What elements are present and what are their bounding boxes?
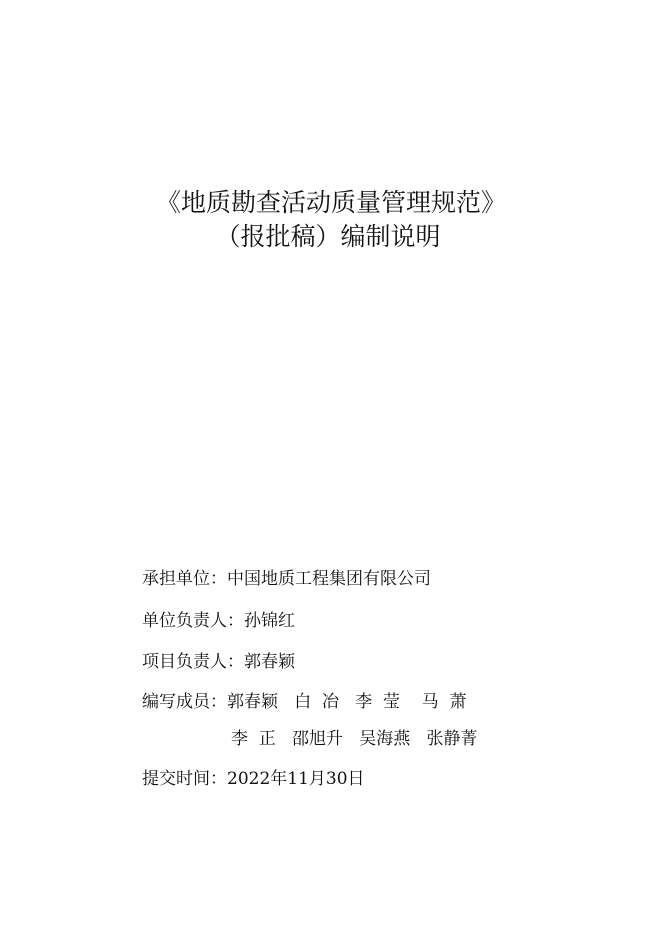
date-label: 提交时间： [142,769,227,789]
project-head-label: 项目负责人： [142,652,244,672]
date-value: 2022年11月30日 [227,769,365,789]
unit-value: 中国地质工程集团有限公司 [227,569,431,589]
members-row [142,691,466,713]
unit-row [142,568,431,590]
members-row-2 [231,728,477,750]
unit-label: 承担单位： [142,569,227,589]
title-line-2: （报批稿）编制说明 [215,222,441,251]
document-title [0,186,662,254]
unit-head-value: 孙锦红 [244,611,295,631]
members-label: 编写成员： [142,692,227,712]
members-line-2: 李 正 邵旭升 吴海燕 张静菁 [231,729,478,749]
project-head-value: 郭春颖 [244,652,295,672]
members-line-1: 郭春颖 白 冶 李 莹 马 萧 [227,692,467,712]
project-head-row [142,651,295,673]
title-line-1: 《地质勘查活动质量管理规范》 [155,188,506,217]
unit-head-label: 单位负责人： [142,611,244,631]
date-row [142,768,365,790]
unit-head-row [142,610,295,632]
